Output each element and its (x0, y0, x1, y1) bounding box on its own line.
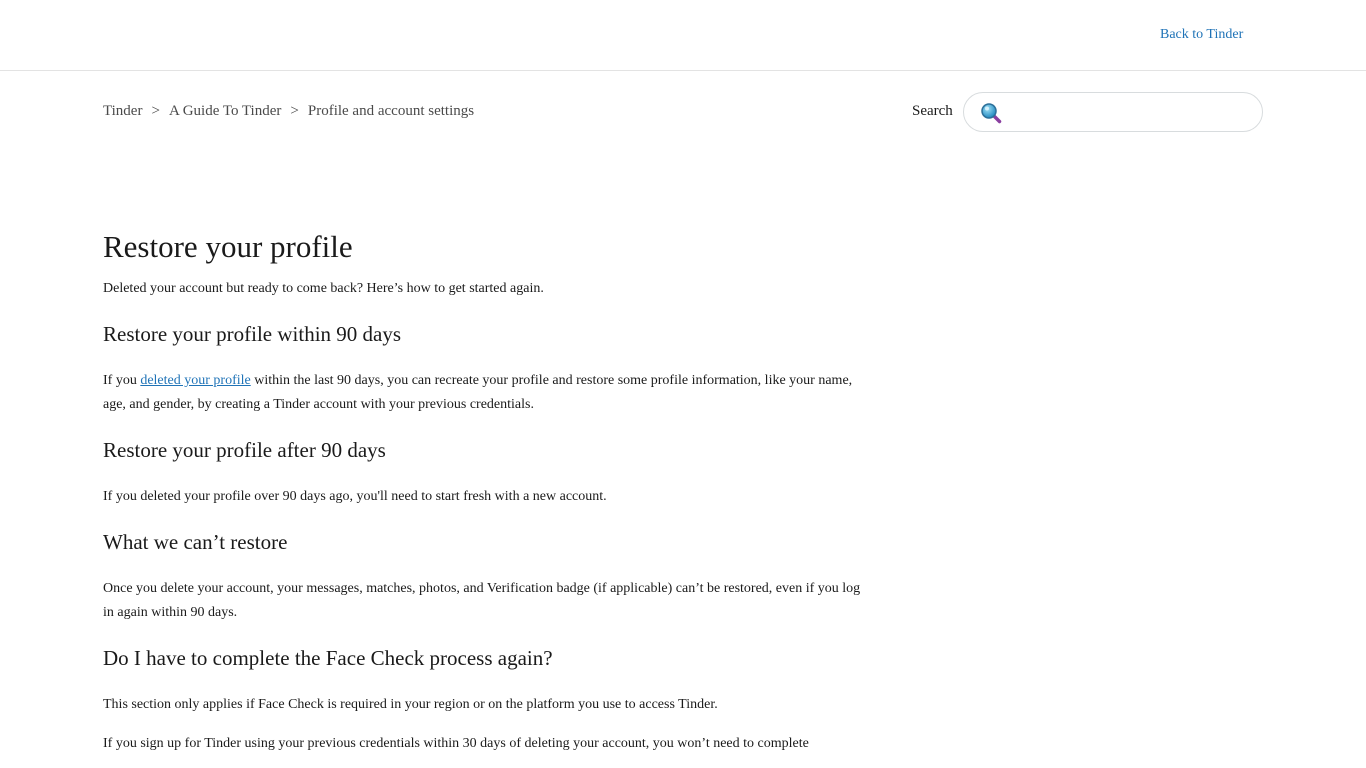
section-heading-after-90-days: Restore your profile after 90 days (103, 438, 386, 462)
top-header (0, 0, 1366, 71)
search-label: Search (912, 103, 953, 119)
search-input[interactable] (1008, 99, 1252, 127)
article-title: Restore your profile (103, 229, 353, 264)
magnifier-icon (980, 102, 1002, 124)
section-paragraph-face-check-1: This section only applies if Face Check is required in your region or on the platform you use to access Tinder. (103, 697, 718, 712)
article-intro: Deleted your account but ready to come back? Here’s how to get started again. (103, 281, 544, 296)
section-paragraph-after-90-days: If you deleted your profile over 90 days ago, you'll need to start fresh with a new account. (103, 489, 607, 504)
paragraph-text: within the last 90 days, you can recreate your profile and restore some profile information, like your name, age, and gender, by creating a Tinder account with your previous credentials. (103, 373, 853, 412)
breadcrumb-separator: > (151, 103, 160, 119)
back-to-tinder-link[interactable]: Back to Tinder (1160, 27, 1244, 42)
deleted-your-profile-link[interactable]: deleted your profile (140, 373, 251, 388)
paragraph-text: If you (103, 373, 141, 388)
breadcrumb (103, 102, 474, 120)
section-paragraph-cant-restore: Once you delete your account, your messages, matches, photos, and Verification badge (if applicable) can’t be restored, even if you log in again within 90 days. (103, 581, 861, 620)
breadcrumb-item-guide[interactable]: A Guide To Tinder (168, 103, 282, 119)
section-heading-cant-restore: What we can’t restore (103, 530, 288, 554)
breadcrumb-separator: > (290, 103, 299, 119)
section-paragraph-face-check-2: If you sign up for Tinder using your previous credentials within 30 days of deleting your account, you won’t need to complete (103, 736, 809, 751)
section-heading-face-check: Do I have to complete the Face Check process again? (103, 646, 553, 670)
section-paragraph-within-90-days (103, 369, 873, 417)
search-box[interactable] (963, 92, 1263, 132)
breadcrumb-item-tinder[interactable]: Tinder (103, 103, 143, 119)
article (103, 228, 873, 756)
breadcrumb-item-profile-settings[interactable]: Profile and account settings (307, 103, 475, 119)
section-heading-within-90-days: Restore your profile within 90 days (103, 322, 402, 346)
